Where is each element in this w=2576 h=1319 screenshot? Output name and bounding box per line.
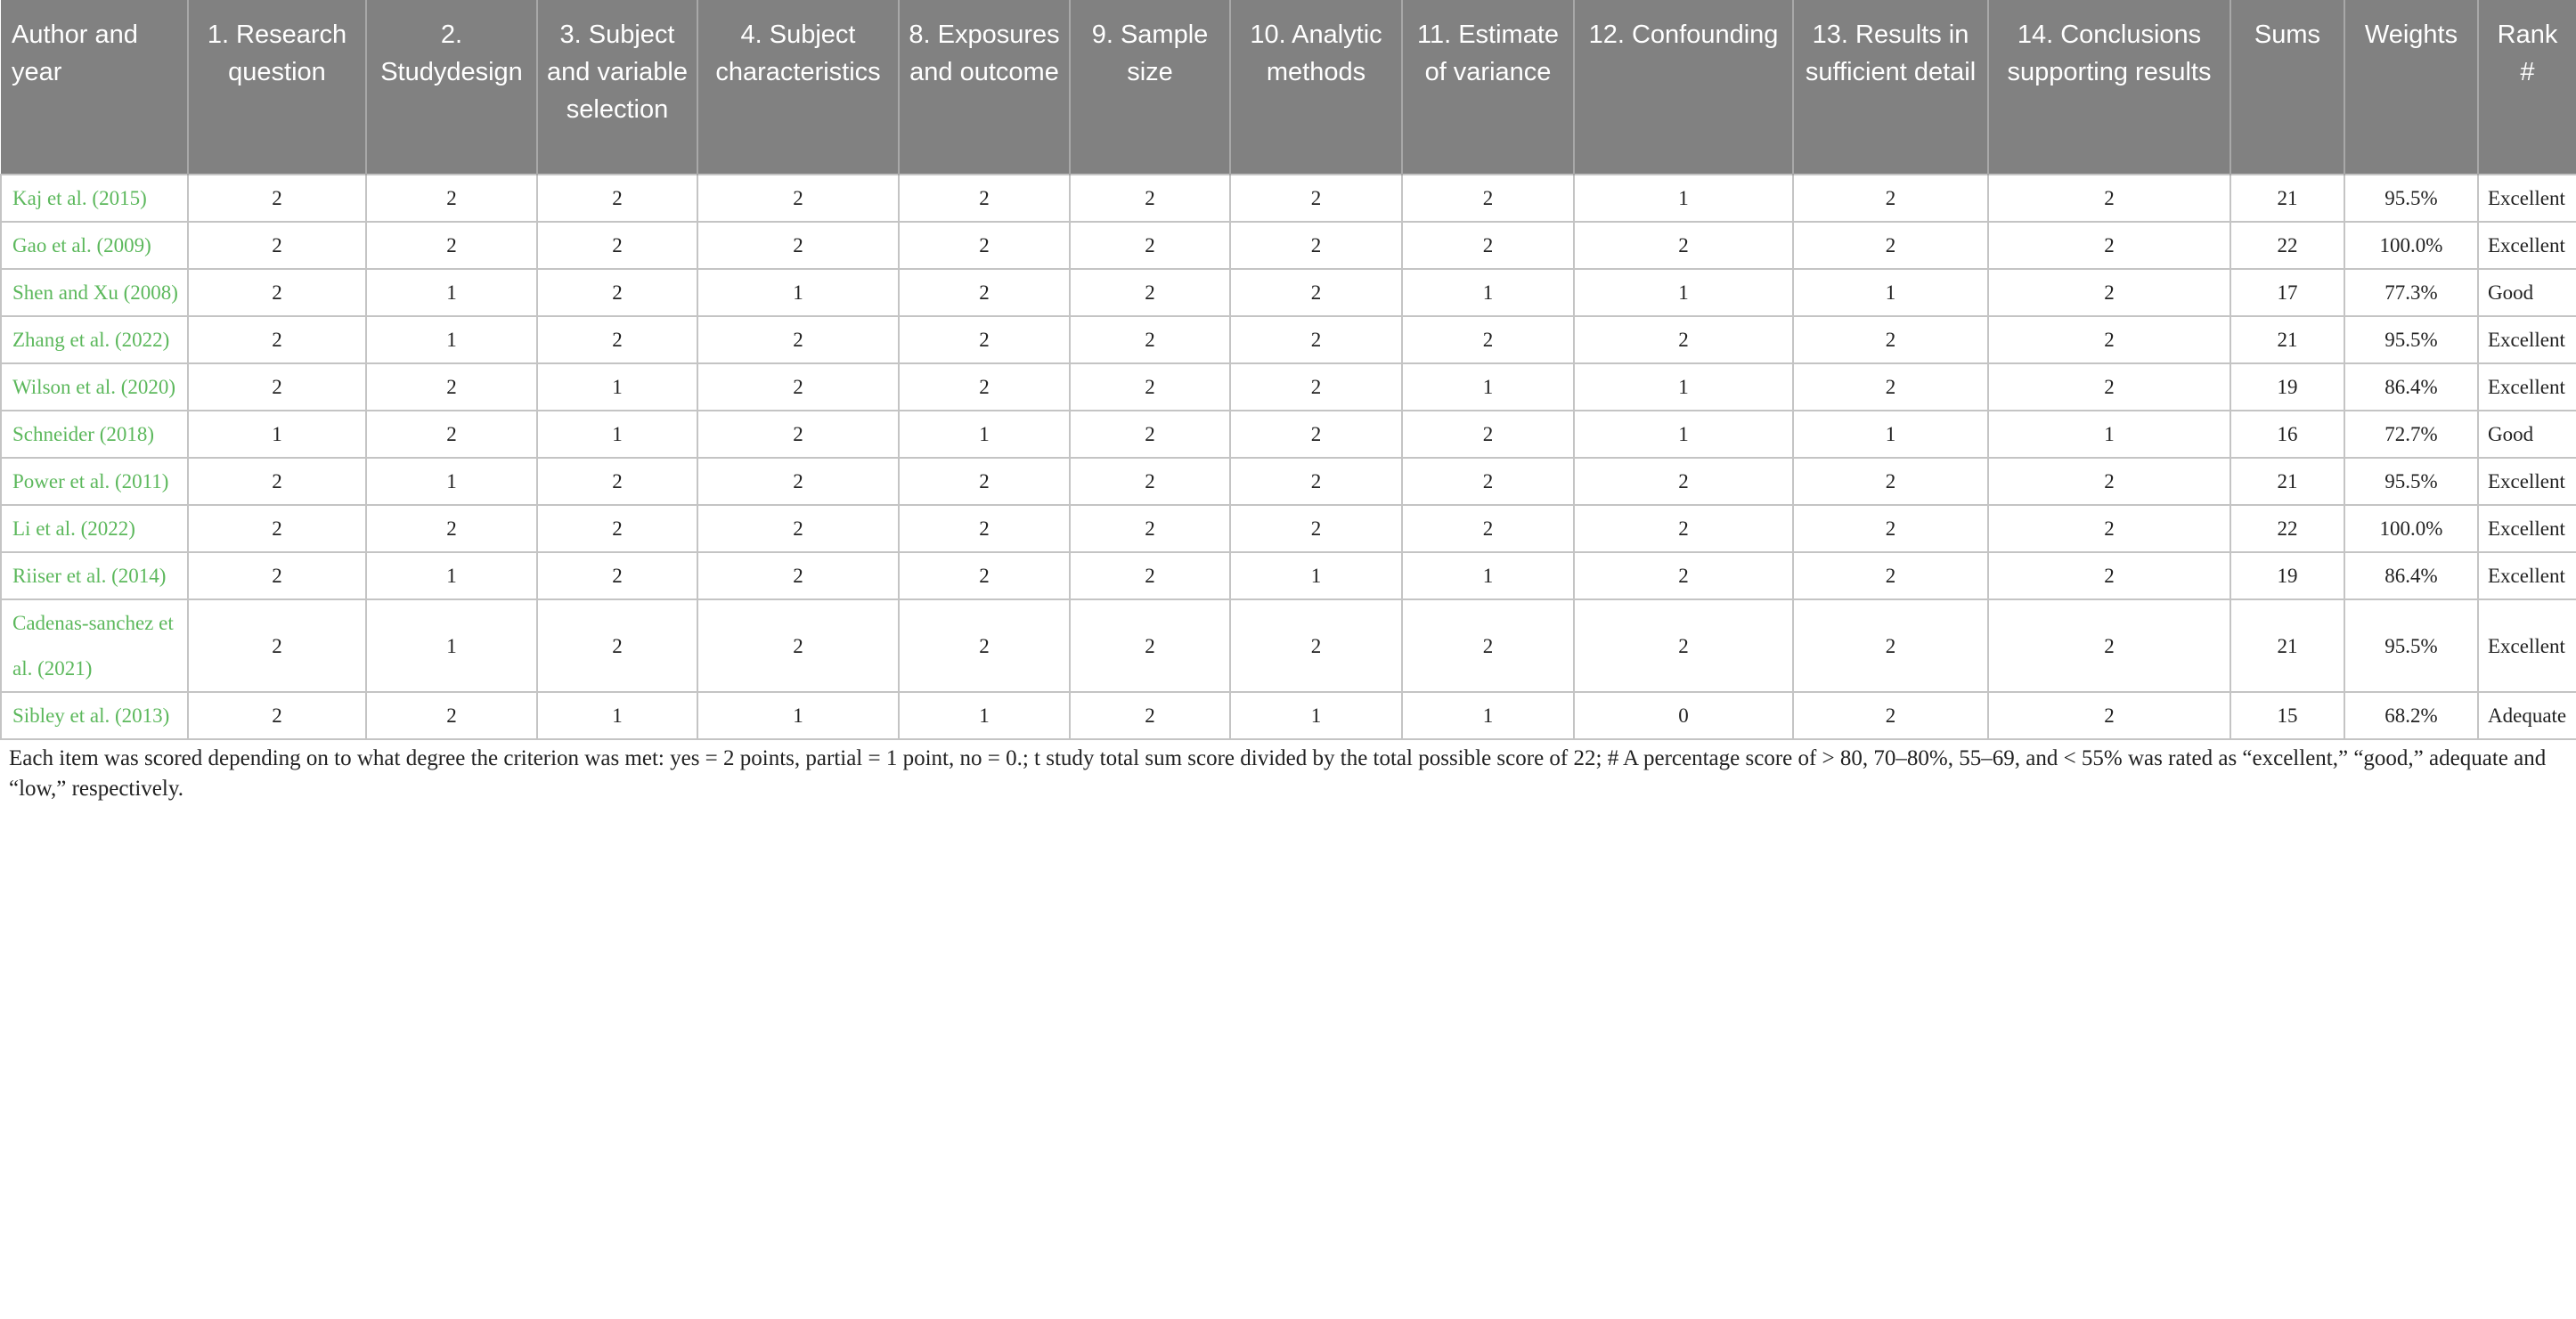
column-header: 1. Research question: [188, 0, 366, 175]
score-cell: 0: [1574, 692, 1793, 739]
author-year-link[interactable]: Schneider (2018): [1, 411, 188, 458]
score-cell: 2: [697, 552, 899, 599]
score-cell: 2: [366, 411, 537, 458]
score-cell: 1: [1574, 363, 1793, 411]
score-cell: 2: [1070, 222, 1230, 269]
table-row: [1, 175, 2576, 222]
table-header-row: [1, 0, 2576, 175]
column-header: 9. Sample size: [1070, 0, 1230, 175]
score-cell: 2: [1793, 505, 1988, 552]
rank-cell: Excellent: [2478, 175, 2576, 222]
score-cell: 2: [697, 175, 899, 222]
score-cell: 2: [1988, 552, 2230, 599]
score-cell: 1: [1574, 175, 1793, 222]
table-row: [1, 363, 2576, 411]
score-cell: 2: [1070, 363, 1230, 411]
score-cell: 2: [537, 222, 697, 269]
score-cell: 2: [899, 316, 1070, 363]
author-year-link[interactable]: Li et al. (2022): [1, 505, 188, 552]
score-cell: 2: [899, 222, 1070, 269]
score-cell: 2: [1230, 269, 1402, 316]
score-cell: 2: [899, 175, 1070, 222]
score-cell: 2: [1793, 222, 1988, 269]
score-cell: 2: [1070, 692, 1230, 739]
weight-cell: 77.3%: [2344, 269, 2478, 316]
weight-cell: 95.5%: [2344, 316, 2478, 363]
score-cell: 1: [537, 411, 697, 458]
score-cell: 2: [366, 363, 537, 411]
sum-cell: 21: [2230, 458, 2344, 505]
weight-cell: 68.2%: [2344, 692, 2478, 739]
sum-cell: 15: [2230, 692, 2344, 739]
score-cell: 2: [1988, 269, 2230, 316]
score-cell: 2: [1070, 599, 1230, 692]
score-cell: 2: [1070, 269, 1230, 316]
score-cell: 2: [1988, 505, 2230, 552]
score-cell: 2: [537, 505, 697, 552]
score-cell: 2: [1070, 552, 1230, 599]
score-cell: 2: [188, 363, 366, 411]
sum-cell: 17: [2230, 269, 2344, 316]
score-cell: 1: [697, 692, 899, 739]
score-cell: 2: [1402, 505, 1574, 552]
rank-cell: Excellent: [2478, 599, 2576, 692]
score-cell: 2: [537, 316, 697, 363]
table-row: [1, 692, 2576, 739]
score-cell: 2: [899, 458, 1070, 505]
score-cell: 2: [1230, 505, 1402, 552]
author-year-link[interactable]: Gao et al. (2009): [1, 222, 188, 269]
score-cell: 1: [188, 411, 366, 458]
score-cell: 1: [366, 316, 537, 363]
score-cell: 2: [899, 599, 1070, 692]
score-cell: 2: [1070, 458, 1230, 505]
score-cell: 2: [188, 692, 366, 739]
score-cell: 2: [1793, 692, 1988, 739]
score-cell: 2: [1793, 363, 1988, 411]
score-cell: 1: [697, 269, 899, 316]
weight-cell: 100.0%: [2344, 505, 2478, 552]
score-cell: 1: [1793, 411, 1988, 458]
score-cell: 2: [697, 363, 899, 411]
table-body: [1, 175, 2576, 739]
author-year-link[interactable]: Power et al. (2011): [1, 458, 188, 505]
column-header: 2. Studydesign: [366, 0, 537, 175]
score-cell: 2: [697, 599, 899, 692]
score-cell: 2: [1402, 316, 1574, 363]
score-cell: 1: [366, 552, 537, 599]
rank-cell: Excellent: [2478, 222, 2576, 269]
score-cell: 2: [1793, 458, 1988, 505]
score-cell: 2: [899, 552, 1070, 599]
score-cell: 2: [1070, 316, 1230, 363]
author-year-link[interactable]: Sibley et al. (2013): [1, 692, 188, 739]
score-cell: 2: [1230, 411, 1402, 458]
score-cell: 2: [188, 552, 366, 599]
score-cell: 2: [1988, 599, 2230, 692]
score-cell: 2: [188, 222, 366, 269]
rank-cell: Adequate: [2478, 692, 2576, 739]
score-cell: 2: [1793, 552, 1988, 599]
score-cell: 2: [1230, 599, 1402, 692]
rank-cell: Excellent: [2478, 552, 2576, 599]
score-cell: 2: [697, 411, 899, 458]
score-cell: 2: [188, 269, 366, 316]
score-cell: 1: [537, 692, 697, 739]
table-footnote: Each item was scored depending on to what degree the criterion was met: yes = 2 points, partial = 1 point, no = 0.; t study total sum score divided by the total possible score of 22; # A percentage score of > 80, 70–80%, 55–69, and < 55% was rated as “excellent,” “good,” adequate and “low,” respectively.: [9, 746, 2547, 801]
score-cell: 2: [1070, 411, 1230, 458]
score-cell: 2: [1793, 599, 1988, 692]
score-cell: 2: [1402, 175, 1574, 222]
score-cell: 1: [366, 269, 537, 316]
score-cell: 2: [1230, 316, 1402, 363]
score-cell: 2: [1230, 458, 1402, 505]
score-cell: 2: [1070, 175, 1230, 222]
sum-cell: 21: [2230, 316, 2344, 363]
score-cell: 2: [366, 175, 537, 222]
score-cell: 2: [1574, 552, 1793, 599]
score-cell: 2: [1574, 316, 1793, 363]
score-cell: 1: [1230, 552, 1402, 599]
score-cell: 2: [1574, 599, 1793, 692]
score-cell: 2: [697, 505, 899, 552]
score-cell: 1: [1402, 552, 1574, 599]
author-year-link[interactable]: Riiser et al. (2014): [1, 552, 188, 599]
score-cell: 1: [1402, 692, 1574, 739]
score-cell: 2: [366, 692, 537, 739]
score-cell: 2: [366, 222, 537, 269]
weight-cell: 95.5%: [2344, 175, 2478, 222]
score-cell: 2: [1230, 363, 1402, 411]
table-row: [1, 458, 2576, 505]
score-cell: 2: [1574, 222, 1793, 269]
score-cell: 2: [1793, 175, 1988, 222]
score-cell: 1: [899, 411, 1070, 458]
author-year-link[interactable]: Wilson et al. (2020): [1, 363, 188, 411]
score-cell: 2: [1070, 505, 1230, 552]
score-cell: 1: [366, 458, 537, 505]
rank-cell: Good: [2478, 269, 2576, 316]
score-cell: 2: [899, 505, 1070, 552]
score-cell: 2: [188, 599, 366, 692]
score-cell: 2: [697, 316, 899, 363]
column-header: 10. Analytic methods: [1230, 0, 1402, 175]
score-cell: 1: [1574, 269, 1793, 316]
column-header: Rank #: [2478, 0, 2576, 175]
column-header: 4. Subject characteristics: [697, 0, 899, 175]
table-row: [1, 411, 2576, 458]
rank-cell: Excellent: [2478, 505, 2576, 552]
score-cell: 2: [188, 316, 366, 363]
score-cell: 2: [1988, 222, 2230, 269]
rank-cell: Excellent: [2478, 458, 2576, 505]
column-header: 14. Conclusions supporting results: [1988, 0, 2230, 175]
score-cell: 2: [537, 175, 697, 222]
score-cell: 2: [537, 458, 697, 505]
column-header: Weights: [2344, 0, 2478, 175]
weight-cell: 95.5%: [2344, 458, 2478, 505]
column-header: 8. Exposures and outcome: [899, 0, 1070, 175]
score-cell: 1: [1988, 411, 2230, 458]
score-cell: 2: [188, 175, 366, 222]
author-year-link[interactable]: Kaj et al. (2015): [1, 175, 188, 222]
column-header: 13. Results in sufficient detail: [1793, 0, 1988, 175]
weight-cell: 86.4%: [2344, 552, 2478, 599]
score-cell: 1: [1230, 692, 1402, 739]
table-row: [1, 269, 2576, 316]
score-cell: 2: [537, 552, 697, 599]
score-cell: 2: [366, 505, 537, 552]
sum-cell: 16: [2230, 411, 2344, 458]
score-cell: 2: [1988, 363, 2230, 411]
weight-cell: 72.7%: [2344, 411, 2478, 458]
sum-cell: 21: [2230, 599, 2344, 692]
table-row: [1, 599, 2576, 692]
score-cell: 1: [1402, 269, 1574, 316]
score-cell: 2: [188, 505, 366, 552]
score-cell: 2: [899, 269, 1070, 316]
score-cell: 2: [1988, 316, 2230, 363]
author-year-link[interactable]: Zhang et al. (2022): [1, 316, 188, 363]
score-cell: 1: [366, 599, 537, 692]
rank-cell: Excellent: [2478, 363, 2576, 411]
weight-cell: 86.4%: [2344, 363, 2478, 411]
score-cell: 1: [1574, 411, 1793, 458]
score-cell: 2: [1402, 599, 1574, 692]
score-cell: 2: [1402, 222, 1574, 269]
score-cell: 2: [537, 269, 697, 316]
table-row: [1, 505, 2576, 552]
score-cell: 2: [1988, 458, 2230, 505]
rank-cell: Excellent: [2478, 316, 2576, 363]
sum-cell: 19: [2230, 552, 2344, 599]
score-cell: 2: [1988, 692, 2230, 739]
author-year-link[interactable]: Cadenas-sanchez et al. (2021): [1, 599, 188, 692]
score-cell: 2: [188, 458, 366, 505]
score-cell: 2: [1230, 222, 1402, 269]
score-cell: 2: [1230, 175, 1402, 222]
column-header: 12. Confounding: [1574, 0, 1793, 175]
table-row: [1, 222, 2576, 269]
sum-cell: 22: [2230, 505, 2344, 552]
sum-cell: 19: [2230, 363, 2344, 411]
column-header: Sums: [2230, 0, 2344, 175]
score-cell: 1: [1402, 363, 1574, 411]
weight-cell: 95.5%: [2344, 599, 2478, 692]
score-cell: 1: [899, 692, 1070, 739]
sum-cell: 21: [2230, 175, 2344, 222]
score-cell: 2: [697, 222, 899, 269]
score-cell: 1: [1793, 269, 1988, 316]
column-header: 11. Estimate of variance: [1402, 0, 1574, 175]
column-header: 3. Subject and variable selection: [537, 0, 697, 175]
score-cell: 1: [537, 363, 697, 411]
author-year-link[interactable]: Shen and Xu (2008): [1, 269, 188, 316]
score-cell: 2: [697, 458, 899, 505]
score-cell: 2: [899, 363, 1070, 411]
sum-cell: 22: [2230, 222, 2344, 269]
rank-cell: Good: [2478, 411, 2576, 458]
score-cell: 2: [1574, 505, 1793, 552]
score-cell: 2: [1988, 175, 2230, 222]
score-cell: 2: [1402, 458, 1574, 505]
score-cell: 2: [1574, 458, 1793, 505]
table-row: [1, 552, 2576, 599]
score-cell: 2: [537, 599, 697, 692]
table-row: [1, 316, 2576, 363]
column-header: Author and year: [1, 0, 188, 175]
score-cell: 2: [1793, 316, 1988, 363]
weight-cell: 100.0%: [2344, 222, 2478, 269]
score-cell: 2: [1402, 411, 1574, 458]
